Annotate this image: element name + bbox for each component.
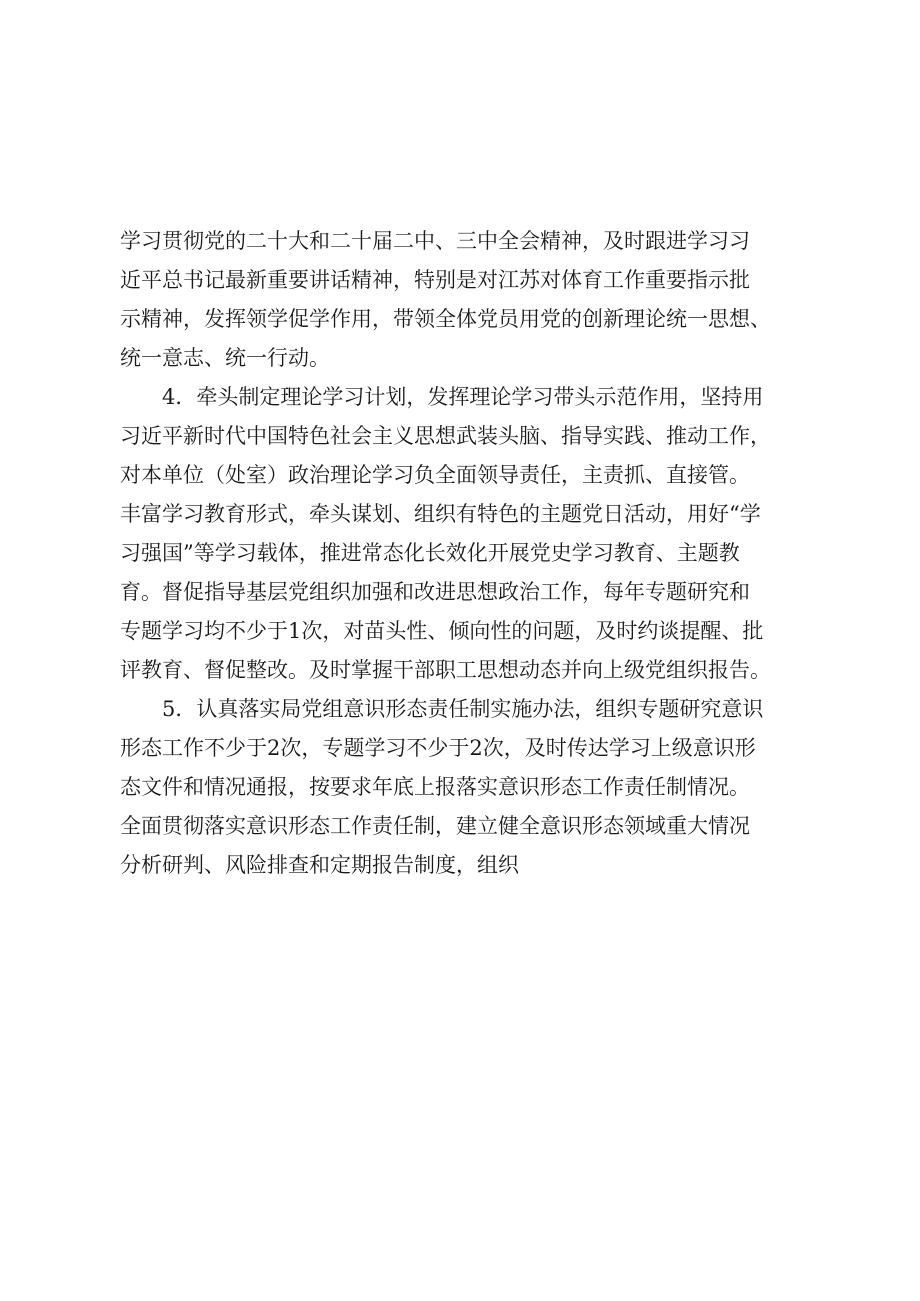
text-line: 5．认真落实局党组意识形态责任制实施办法，组织专题研究意识 <box>162 697 764 721</box>
text-line: 4．牵头制定理论学习计划，发挥理论学习带头示范作用，坚持用 <box>162 385 764 409</box>
text-line: 近平总书记最新重要讲话精神，特别是对江苏对体育工作重要指示批 <box>120 268 750 292</box>
text-line: 习强国”等学习载体，推进常态化长效化开展党史学习教育、主题教 <box>120 541 740 565</box>
text-line: 习近平新时代中国特色社会主义思想武装头脑、指导实践、推动工作， <box>120 424 771 448</box>
text-line: 对本单位（处室）政治理论学习负全面领导责任，主责抓、直接管。 <box>120 463 750 487</box>
text-line: 专题学习均不少于1次，对苗头性、倾向性的问题，及时约谈提醒、批 <box>120 619 764 643</box>
text-line: 全面贯彻落实意识形态工作责任制，建立健全意识形态领域重大情况 <box>120 814 750 838</box>
text-line: 育。督促指导基层党组织加强和改进思想政治工作，每年专题研究和 <box>120 580 750 604</box>
text-line: 分析研判、风险排查和定期报告制度，组织 <box>120 853 519 877</box>
text-line: 丰富学习教育形式，牵头谋划、组织有特色的主题党日活动，用好“学 <box>120 502 761 526</box>
text-line: 示精神，发挥领学促学作用，带领全体党员用党的创新理论统一思想、 <box>120 307 771 331</box>
text-line: 态文件和情况通报，按要求年底上报落实意识形态工作责任制情况。 <box>120 775 750 799</box>
text-line: 学习贯彻党的二十大和二十届二中、三中全会精神，及时跟进学习习 <box>120 229 750 253</box>
text-line: 形态工作不少于2次，专题学习不少于2次，及时传达学习上级意识形 <box>120 736 756 760</box>
text-line: 评教育、督促整改。及时掌握干部职工思想动态并向上级党组织报告。 <box>120 658 771 682</box>
text-line: 统一意志、统一行动。 <box>120 346 330 370</box>
document-body <box>120 222 835 885</box>
